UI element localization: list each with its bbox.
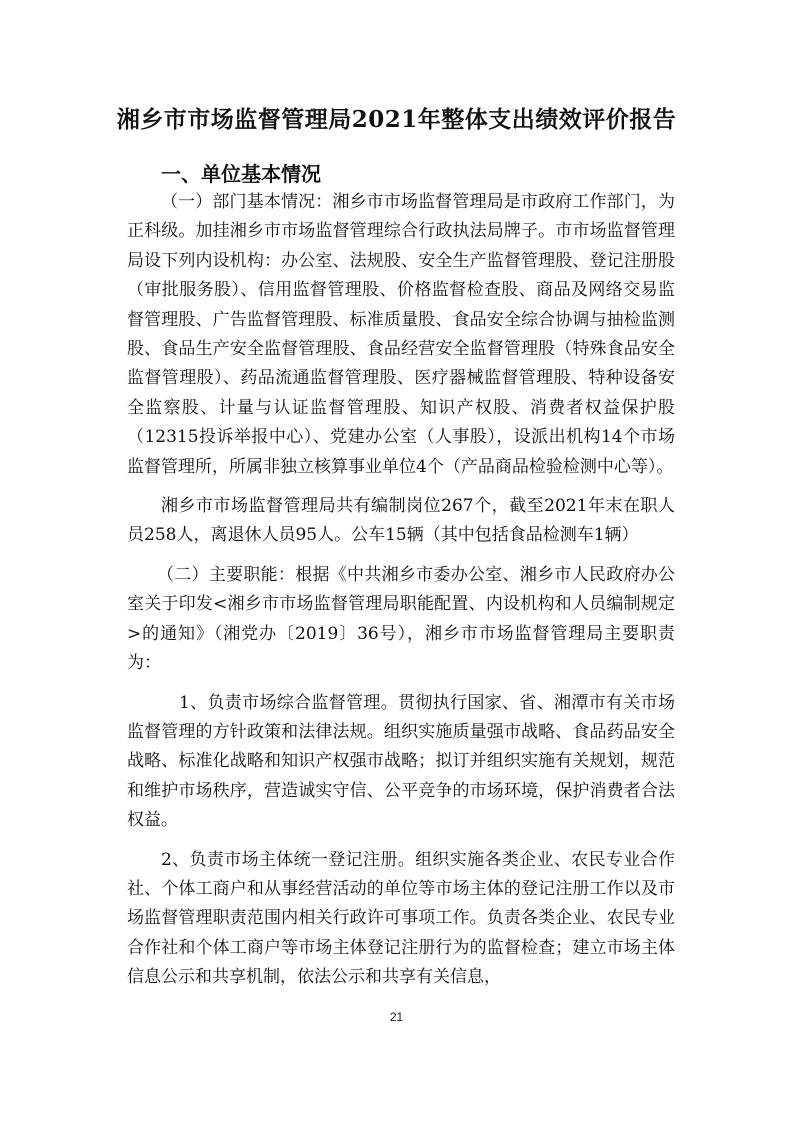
paragraph-duty-2: 2、负责市场主体统一登记注册。组织实施各类企业、农民专业合作社、个体工商户和从事经营活动的单位等市场主体的登记注册工作以及市场监督管理职责范围内相关行政许可事项工作。负责各类企业、农民专业合作社和个体工商户等市场主体登记注册行为的监督检查；建立市场主体信息公示和共享机制，依法公示和共享有关信息，	[127, 849, 675, 988]
document-title: 湘乡市市场监督管理局2021年整体支出绩效评价报告	[116, 106, 677, 133]
document-body	[127, 188, 675, 993]
paragraph-department-overview: （一）部门基本情况：湘乡市市场监督管理局是市政府工作部门，为正科级。加挂湘乡市市场监督管理综合行政执法局牌子。市市场监督管理局设下列内设机构：办公室、法规股、安全生产监督管理股、登记注册股（审批服务股）、信用监督管理股、价格监督检查股、商品及网络交易监督管理股、广告监督管理股、标准质量股、食品安全综合协调与抽检监测股、食品生产安全监督管理股、食品经营安全监督管理股（特殊食品安全监督管理股）、药品流通监督管理股、医疗器械监督管理股、特种设备安全监察股、计量与认证监督管理股、知识产权股、消费者权益保护股（12315投诉举报中心）、党建办公室（人事股），设派出机构14个市场监督管理所，所属非独立核算事业单位4个（产品商品检验检测中心等）。	[127, 192, 675, 477]
section-heading: 一、单位基本情况	[161, 162, 321, 186]
paragraph-staffing: 湘乡市市场监督管理局共有编制岗位267个，截至2021年末在职人员258人，离退休人员95人。公车15辆（其中包括食品检测车1辆）	[127, 496, 675, 546]
paragraph-duty-1: 1、负责市场综合监督管理。贯彻执行国家、省、湘潭市有关市场监督管理的方针政策和法律法规。组织实施质量强市战略、食品药品安全战略、标准化战略和知识产权强市战略；拟订并组织实施有关规划，规范和维护市场秩序，营造诚实守信、公平竞争的市场环境，保护消费者合法权益。	[127, 692, 675, 831]
page-number: 21	[389, 1010, 404, 1024]
paragraph-main-functions: （二）主要职能：根据《中共湘乡市委办公室、湘乡市人民政府办公室关于印发<湘乡市市场监督管理局职能配置、内设机构和人员编制规定>的通知》（湘党办〔2019〕36号），湘乡市市场监督管理局主要职责为：	[127, 564, 675, 674]
